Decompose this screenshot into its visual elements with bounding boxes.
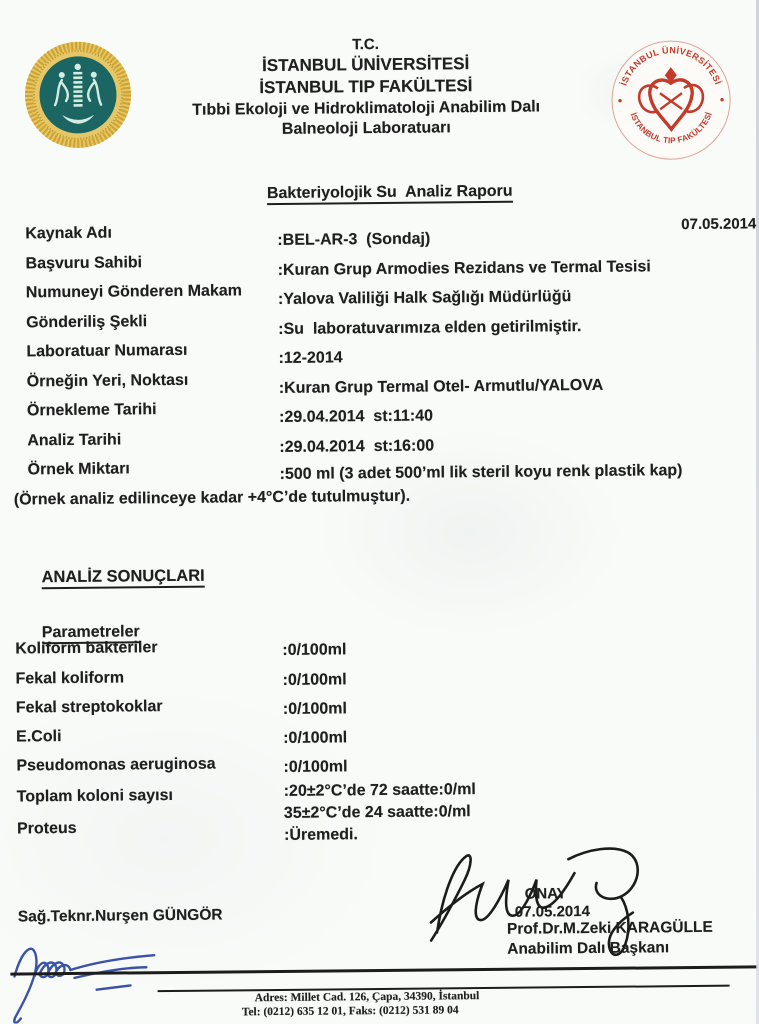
field-value-ornek-miktari: :500 ml (3 adet 500’ml lik steril koyu renk plastik kap) <box>279 462 683 483</box>
result-param-pseudomonas: Pseudomonas aeruginosa <box>16 755 216 775</box>
field-value-basvuru-sahibi: :Kuran Grup Armodies Rezidans ve Termal Tesisi <box>277 258 651 279</box>
field-label-basvuru-sahibi: Başvuru Sahibi <box>25 254 143 273</box>
faculty-seal-right <box>607 37 734 164</box>
result-value-pseudomonas: :0/100ml <box>283 758 348 776</box>
field-value-gonderen-makam: :Yalova Valiliği Halk Sağlığı Müdürlüğü <box>277 288 572 308</box>
field-label-gonderilis-sekli: Gönderiliş Şekli <box>26 313 148 332</box>
field-value-kaynak-adi: :BEL-AR-3 (Sondaj) <box>277 230 431 249</box>
field-label-analiz-tarihi: Analiz Tarihi <box>27 431 122 450</box>
approver-name: Prof.Dr.M.Zeki KARAGÜLLE <box>506 918 713 938</box>
report-title-row <box>0 162 756 223</box>
footer-address: Adres: Millet Cad. 126, Çapa, 34390, İstanbul <box>254 990 480 1005</box>
header-tc: T.C. <box>352 35 379 54</box>
field-label-ornek-miktari: Örnek Miktarı <box>27 460 130 479</box>
result-value-koliform: :0/100ml <box>282 641 347 659</box>
result-value-toplam-koloni-2: 35±2°C’de 24 saatte:0/ml <box>283 803 471 822</box>
footer-phone: Tel: (0212) 635 12 01, Faks: (0212) 531 89 04 <box>241 1004 459 1019</box>
approver-signature-icon <box>408 834 694 965</box>
result-value-toplam-koloni-1: :20±2°C’de 72 saatte:0/ml <box>283 781 476 800</box>
header-department: Tıbbi Ekoloji ve Hidroklimatoloji Anabilim Dalı <box>192 98 541 119</box>
report-date: 07.05.2014 <box>681 215 757 234</box>
result-value-proteus: :Üremedi. <box>284 826 358 844</box>
field-label-kaynak-adi: Kaynak Adı <box>25 224 112 243</box>
results-heading: ANALİZ SONUÇLARI <box>41 567 204 590</box>
header-faculty: İSTANBUL TIP FAKÜLTESİ <box>259 76 473 98</box>
result-value-fekal-streptokok: :0/100ml <box>282 700 348 718</box>
seal-arc-top-text: İSTANBUL ÜNİVERSİTESİ <box>618 45 724 87</box>
storage-note: (Örnek analiz edilinceye kadar +4°C’de tutulmuştur). <box>13 487 411 509</box>
field-value-ornek-yeri: :Kuran Grup Termal Otel- Armutlu/YALOVA <box>278 376 604 397</box>
field-label-gonderen-makam: Numuneyi Gönderen Makam <box>25 282 242 302</box>
header-lab: Balneoloji Laboratuarı <box>281 119 451 138</box>
approver-title: Anabilim Dalı Başkanı <box>507 939 670 958</box>
result-param-proteus: Proteus <box>16 819 77 838</box>
result-param-koliform: Koliform bakteriler <box>15 639 158 658</box>
field-label-ornekleme-tarihi: Örnekleme Tarihi <box>26 401 157 420</box>
seal-arc-bottom-text: İSTANBUL TIP FAKÜLTESİ <box>628 111 714 146</box>
result-param-fekal-koliform: Fekal koliform <box>15 669 125 688</box>
result-param-fekal-streptokok: Fekal streptokoklar <box>15 698 163 717</box>
field-label-laboratuar-no: Laboratuar Numarası <box>26 341 188 361</box>
parameters-heading: Parametreler <box>42 623 140 644</box>
field-value-gonderilis-sekli: :Su laboratuvarımıza elden getirilmiştir. <box>278 318 582 338</box>
result-param-toplam-koloni: Toplam koloni sayısı <box>16 786 173 806</box>
field-value-laboratuar-no: :12-2014 <box>278 349 343 367</box>
approval-label: ONAY <box>524 885 567 903</box>
result-value-ecoli: :0/100ml <box>283 729 348 747</box>
field-label-ornek-yeri: Örneğin Yeri, Noktası <box>26 371 189 391</box>
result-param-ecoli: E.Coli <box>16 728 62 746</box>
header-university: İSTANBUL ÜNİVERSİTESİ <box>262 54 470 76</box>
faculty-seal-right-icon <box>607 37 734 164</box>
field-value-analiz-tarihi: :29.04.2014 st:16:00 <box>279 437 435 456</box>
approval-date: 07.05.2014 <box>514 902 591 921</box>
results-heading-row <box>14 548 205 607</box>
result-value-fekal-koliform: :0/100ml <box>282 671 347 689</box>
technician-name: Sağ.Teknr.Nurşen GÜNGÖR <box>17 906 223 926</box>
report-title: Bakteriyolojik Su Analiz Raporu <box>267 183 513 205</box>
field-value-ornekleme-tarihi: :29.04.2014 st:11:40 <box>279 407 434 426</box>
